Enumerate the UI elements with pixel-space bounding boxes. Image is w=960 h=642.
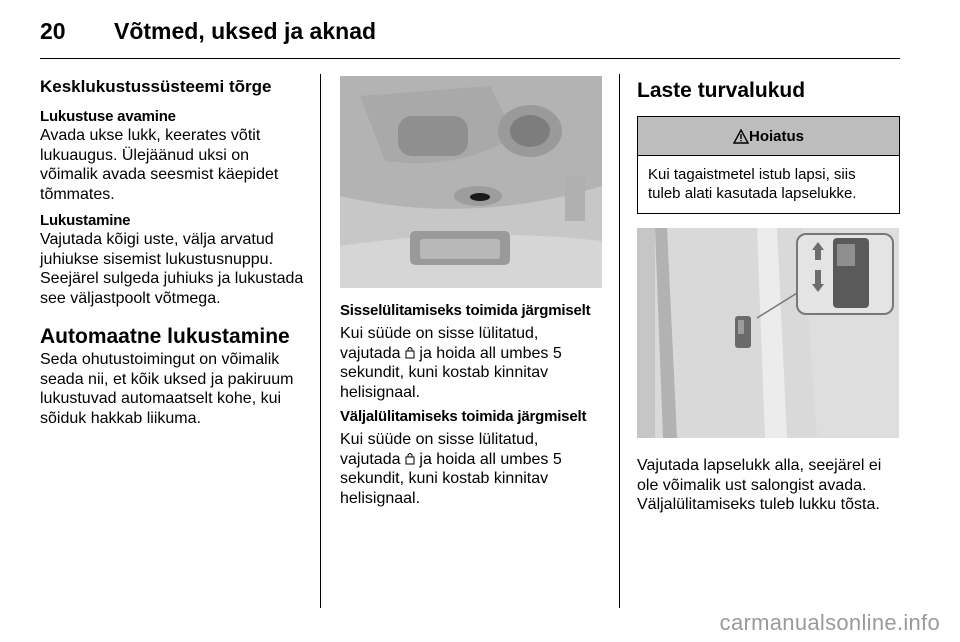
column-3 (637, 76, 900, 515)
lock-icon (405, 346, 415, 359)
page-number: 20 (40, 18, 66, 44)
warning-label: Hoiatus (748, 127, 804, 145)
unlock-heading: Lukustuse avamine (40, 108, 176, 125)
column-2 (340, 76, 602, 508)
section-title-child-locks: Laste turvalukud (637, 79, 806, 102)
child-lock-illustration (637, 228, 899, 438)
auto-lock-text: Seda ohutustoimingut on võimalik seada nii, et kõik uksed ja pakiruum lukustuvad automaatselt kohe, kui sõiduk hakkab liikuma. (40, 351, 294, 427)
column-divider (619, 74, 620, 608)
switch-on-text (340, 324, 602, 402)
warning-box (637, 116, 900, 214)
lock-icon (405, 452, 415, 465)
column-divider (320, 74, 321, 608)
lock-heading: Lukustamine (40, 212, 131, 229)
switch-on-text-b: ja hoida all umbes 5 sekundit, kuni kostab kinnitav helisignaal. (340, 344, 562, 401)
column-1 (40, 76, 310, 428)
switch-off-text-b: ja hoida all umbes 5 sekundit, kuni kostab kinnitav helisignaal. (340, 450, 562, 507)
overhead-console-illustration (340, 76, 602, 288)
overhead-console-photo (340, 76, 602, 288)
warning-text: Kui tagaistmetel istub lapsi, siis tuleb alati kasutada lapselukke. (648, 166, 857, 202)
warning-header (638, 117, 899, 156)
switch-on-text-a: Kui süüde on sisse lülitatud, vajutada (340, 325, 539, 362)
section-title-auto-lock: Automaatne lukustamine (40, 325, 290, 348)
child-lock-text: Vajutada lapselukk alla, seejärel ei ole võimalik ust salongist avada. Väljalülitamiseks tuleb lukku tõsta. (637, 457, 882, 513)
warning-triangle-icon (733, 129, 749, 144)
watermark: carmanualsonline.info (719, 610, 940, 635)
switch-off-text-a: Kui süüde on sisse lülitatud, vajutada (340, 431, 539, 468)
lock-text: Vajutada kõigi uste, välja arvatud juhiukse sisemist lukustusnuppu. Seejärel sulgeda juhiuks ja lukustada see väljastpoolt võtmega. (40, 231, 304, 307)
child-lock-photo (637, 228, 899, 438)
switch-on-heading: Sisselülitamiseks toimida järgmiselt (340, 302, 591, 319)
header-rule (40, 58, 900, 59)
switch-off-text (340, 430, 602, 508)
page-header (40, 14, 900, 48)
section-title-lock-failure: Kesklukustussüsteemi tõrge (40, 77, 272, 96)
unlock-text: Avada ukse lukk, keerates võtit lukuaugus. Ülejäänud uksi on võimalik avada seesmist käepidet tõmmates. (40, 127, 279, 203)
page-title: Võtmed, uksed ja aknad (114, 18, 377, 44)
switch-off-heading: Väljalülitamiseks toimida järgmiselt (340, 408, 587, 425)
